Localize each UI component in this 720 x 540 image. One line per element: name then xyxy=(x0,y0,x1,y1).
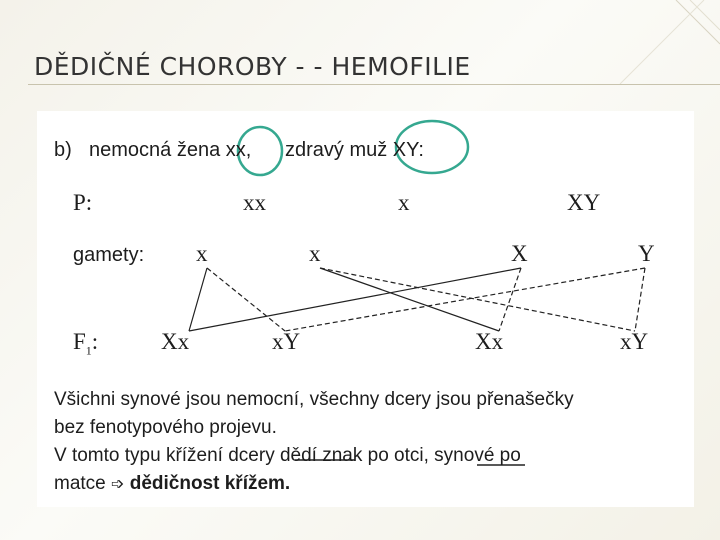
line-X-to-f1c xyxy=(499,268,521,331)
f1-offspring-4: xY xyxy=(620,329,649,354)
text-line-4 xyxy=(54,473,290,495)
gamete-3: X xyxy=(511,241,528,266)
title-divider xyxy=(28,84,720,85)
gametes-label: gamety: xyxy=(73,244,145,266)
arrow-icon: ➩ xyxy=(111,474,125,493)
text-line-4-start: matce xyxy=(54,473,106,494)
heading-woman: nemocná žena xx, xyxy=(89,139,252,161)
line-x1-to-f1a xyxy=(189,268,207,331)
f1-offspring-1: Xx xyxy=(161,329,190,354)
text-line-4-bold: dědičnost křížem. xyxy=(129,473,291,494)
f1-label: $F_1$: xyxy=(73,329,99,358)
line-Y-to-f1b xyxy=(285,268,645,331)
p-mother: xx xyxy=(243,190,266,215)
corner-decoration xyxy=(580,0,720,90)
text-line-1: Všichni synové jsou nemocní, všechny dcery jsou přenašečky xyxy=(54,389,574,410)
gamete-2: x xyxy=(309,241,321,266)
p-cross: x xyxy=(398,190,410,215)
p-label: P: xyxy=(73,190,93,215)
heading-prefix: b) xyxy=(54,139,72,161)
f1-offspring-2: xY xyxy=(272,329,301,354)
p-father: XY xyxy=(567,190,601,215)
text-line-3: V tomto typu křížení dcery dědí znak po otci, synové po xyxy=(54,445,521,466)
text-line-2: bez fenotypového projevu. xyxy=(54,417,277,438)
gamete-4: Y xyxy=(638,241,655,266)
slide-title: DĚDIČNÉ CHOROBY - - HEMOFILIE xyxy=(34,52,471,81)
inheritance-diagram-image xyxy=(37,111,694,507)
line-Y-to-f1d xyxy=(635,268,645,331)
line-x1-to-f1b xyxy=(207,268,285,331)
f1-offspring-3: Xx xyxy=(475,329,504,354)
gamete-1: x xyxy=(196,241,208,266)
heading-man: zdravý muž XY: xyxy=(285,139,424,161)
